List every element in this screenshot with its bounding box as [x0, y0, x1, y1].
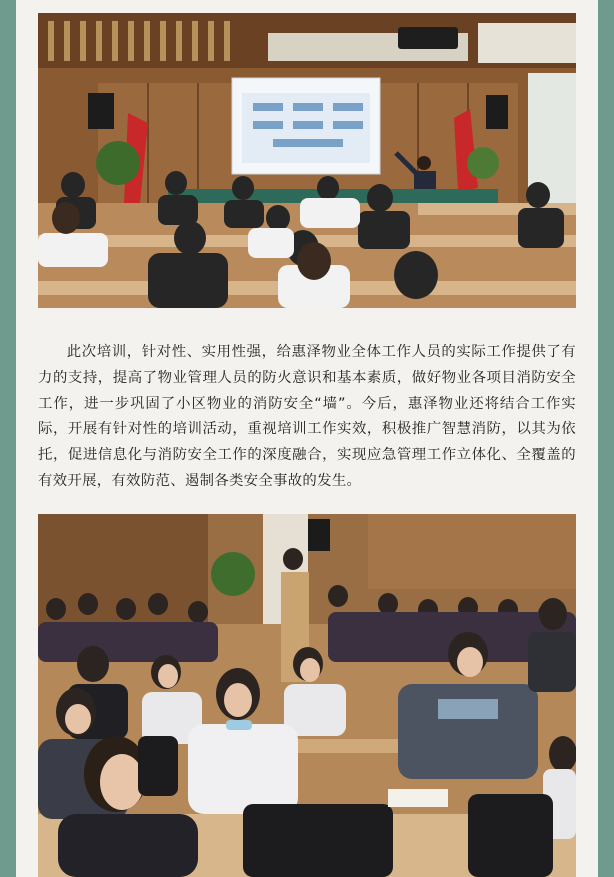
right-decorative-border: [598, 0, 614, 877]
training-session-photo-1: [38, 13, 576, 308]
training-session-photo-2: [38, 514, 576, 877]
article-body-paragraph: 此次培训，针对性、实用性强，给惠泽物业全体工作人员的实际工作提供了有力的支持，提高了物业管理人员的防火意识和基本素质，做好物业各项目消防安全工作，进一步巩固了小区物业的消防安全“墙”。今后，惠泽物业还将结合工作实际，开展有针对性的培训活动，重视培训工作实效，积极推广智慧消防，以其为依托，促进信息化与消防安全工作的深度融合，实现应急管理工作立体化、全覆盖的有效开展，有效防范、遏制各类安全事故的发生。: [38, 344, 576, 489]
left-decorative-border: [0, 0, 16, 877]
